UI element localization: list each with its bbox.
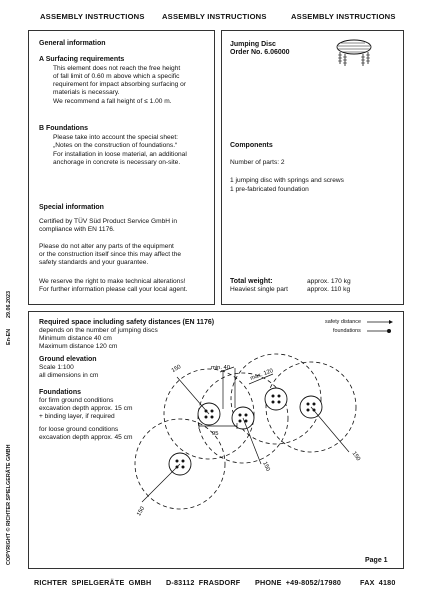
component-item: 1 jumping disc with springs and screws [230,177,344,184]
surfacing-line: of fall limit of 0.60 m above which a specific [53,73,180,80]
special-line: safety standards and your guarantee. [39,259,149,266]
dimension-max-120: max. 120 [249,368,275,382]
ground-elevation-line: all dimensions in cm [39,372,99,379]
footer-address: D-83112 FRASDORF [166,578,241,587]
footer-company: RICHTER SPIELGERÄTE GMBH [34,578,152,587]
surfacing-line: This element does not reach the free height [53,65,181,72]
dimension-150-bottom-left: 150 [136,505,147,518]
number-of-parts: Number of parts: 2 [230,159,285,166]
special-line: compliance with EN 1176. [39,226,115,233]
safety-space-line: Maximum distance 120 cm [39,343,118,350]
foundations-plan-line: excavation depth approx. 15 cm [39,405,133,412]
header-title-3: ASSEMBLY INSTRUCTIONS [291,12,396,21]
special-line: or the construction itself since this may affect the [39,251,182,258]
side-copyright: COPYRIGHT © RICHTER SPIELGERÄTE GMBH [6,444,12,565]
foundations-plan-line: for firm ground conditions [39,397,114,404]
side-language: En-EN [6,328,12,345]
header-title-2: ASSEMBLY INSTRUCTIONS [162,12,267,21]
safety-space-title: Required space including safety distances (EN 1176) [39,319,215,326]
header-title-1: ASSEMBLY INSTRUCTIONS [40,12,145,21]
special-information-title: Special information [39,204,104,211]
jumping-disc-illustration [332,35,376,71]
dimension-150-top: 150 [170,364,183,375]
surfacing-line: requirement for impact absorbing surfacing or [53,81,187,88]
side-date: 29.06.2023 [6,291,12,318]
foundations-line: „Notes on the construction of foundations.“ [53,142,178,149]
foundation-circle [265,388,287,410]
dimension-150-bottom: 150 [261,460,271,473]
page-number: Page 1 [365,557,388,564]
heaviest-part-value: approx. 110 kg [307,286,351,293]
foundations-plan-title: Foundations [39,389,81,396]
ground-elevation-title: Ground elevation [39,356,97,363]
product-box [221,30,404,305]
footer-fax: FAX 4180 [360,578,396,587]
foundations-plan-line: excavation depth approx. 45 cm [39,434,133,441]
safety-space-line: depends on the number of jumping discs [39,327,158,334]
foundations-heading: B Foundations [39,125,88,132]
foundations-line: anchorage in concrete is necessary on-site. [53,159,181,166]
surfacing-heading: A Surfacing requirements [39,56,125,63]
product-name: Jumping Disc [230,41,276,48]
footer-phone: PHONE +49-8052/17980 [255,578,342,587]
surfacing-line: materials is necessary. [53,89,120,96]
legend-foundations: foundations [333,328,361,334]
foundations-line: For installation in loose material, an additional [53,151,187,158]
installation-plan-drawing [29,312,405,570]
foundations-plan-line: for loose ground conditions [39,426,119,433]
total-weight-label: Total weight: [230,278,273,285]
foundations-plan-line: + binding layer, if required [39,413,115,420]
special-line: Certified by TÜV Süd Product Service GmbH in [39,218,178,225]
components-title: Components [230,142,273,149]
heaviest-part-label: Heaviest single part [230,286,288,293]
surfacing-line: We recommend a fall height of ≤ 1.00 m. [53,98,172,105]
component-item: 1 pre-fabricated foundation [230,186,309,193]
special-line: For further information please call your local agent. [39,286,188,293]
safety-space-line: Minimum distance 40 cm [39,335,112,342]
general-information-box [28,30,215,305]
dimension-95: 95 [212,431,219,437]
installation-plan-box [28,311,404,569]
total-weight-value: approx. 170 kg [307,278,351,285]
foundations-line: Please take into account the special sheet: [53,134,178,141]
general-title: General information [39,40,106,47]
dimension-150-right: 150 [350,450,362,463]
dimension-min-40: min. 40 [211,365,231,371]
special-line: We reserve the right to make technical alterations! [39,278,186,285]
special-line: Please do not alter any parts of the equipment [39,243,174,250]
ground-elevation-line: Scale 1:100 [39,364,74,371]
order-number: Order No. 6.06000 [230,49,290,56]
legend-safety-distance: safety distance [325,319,361,325]
